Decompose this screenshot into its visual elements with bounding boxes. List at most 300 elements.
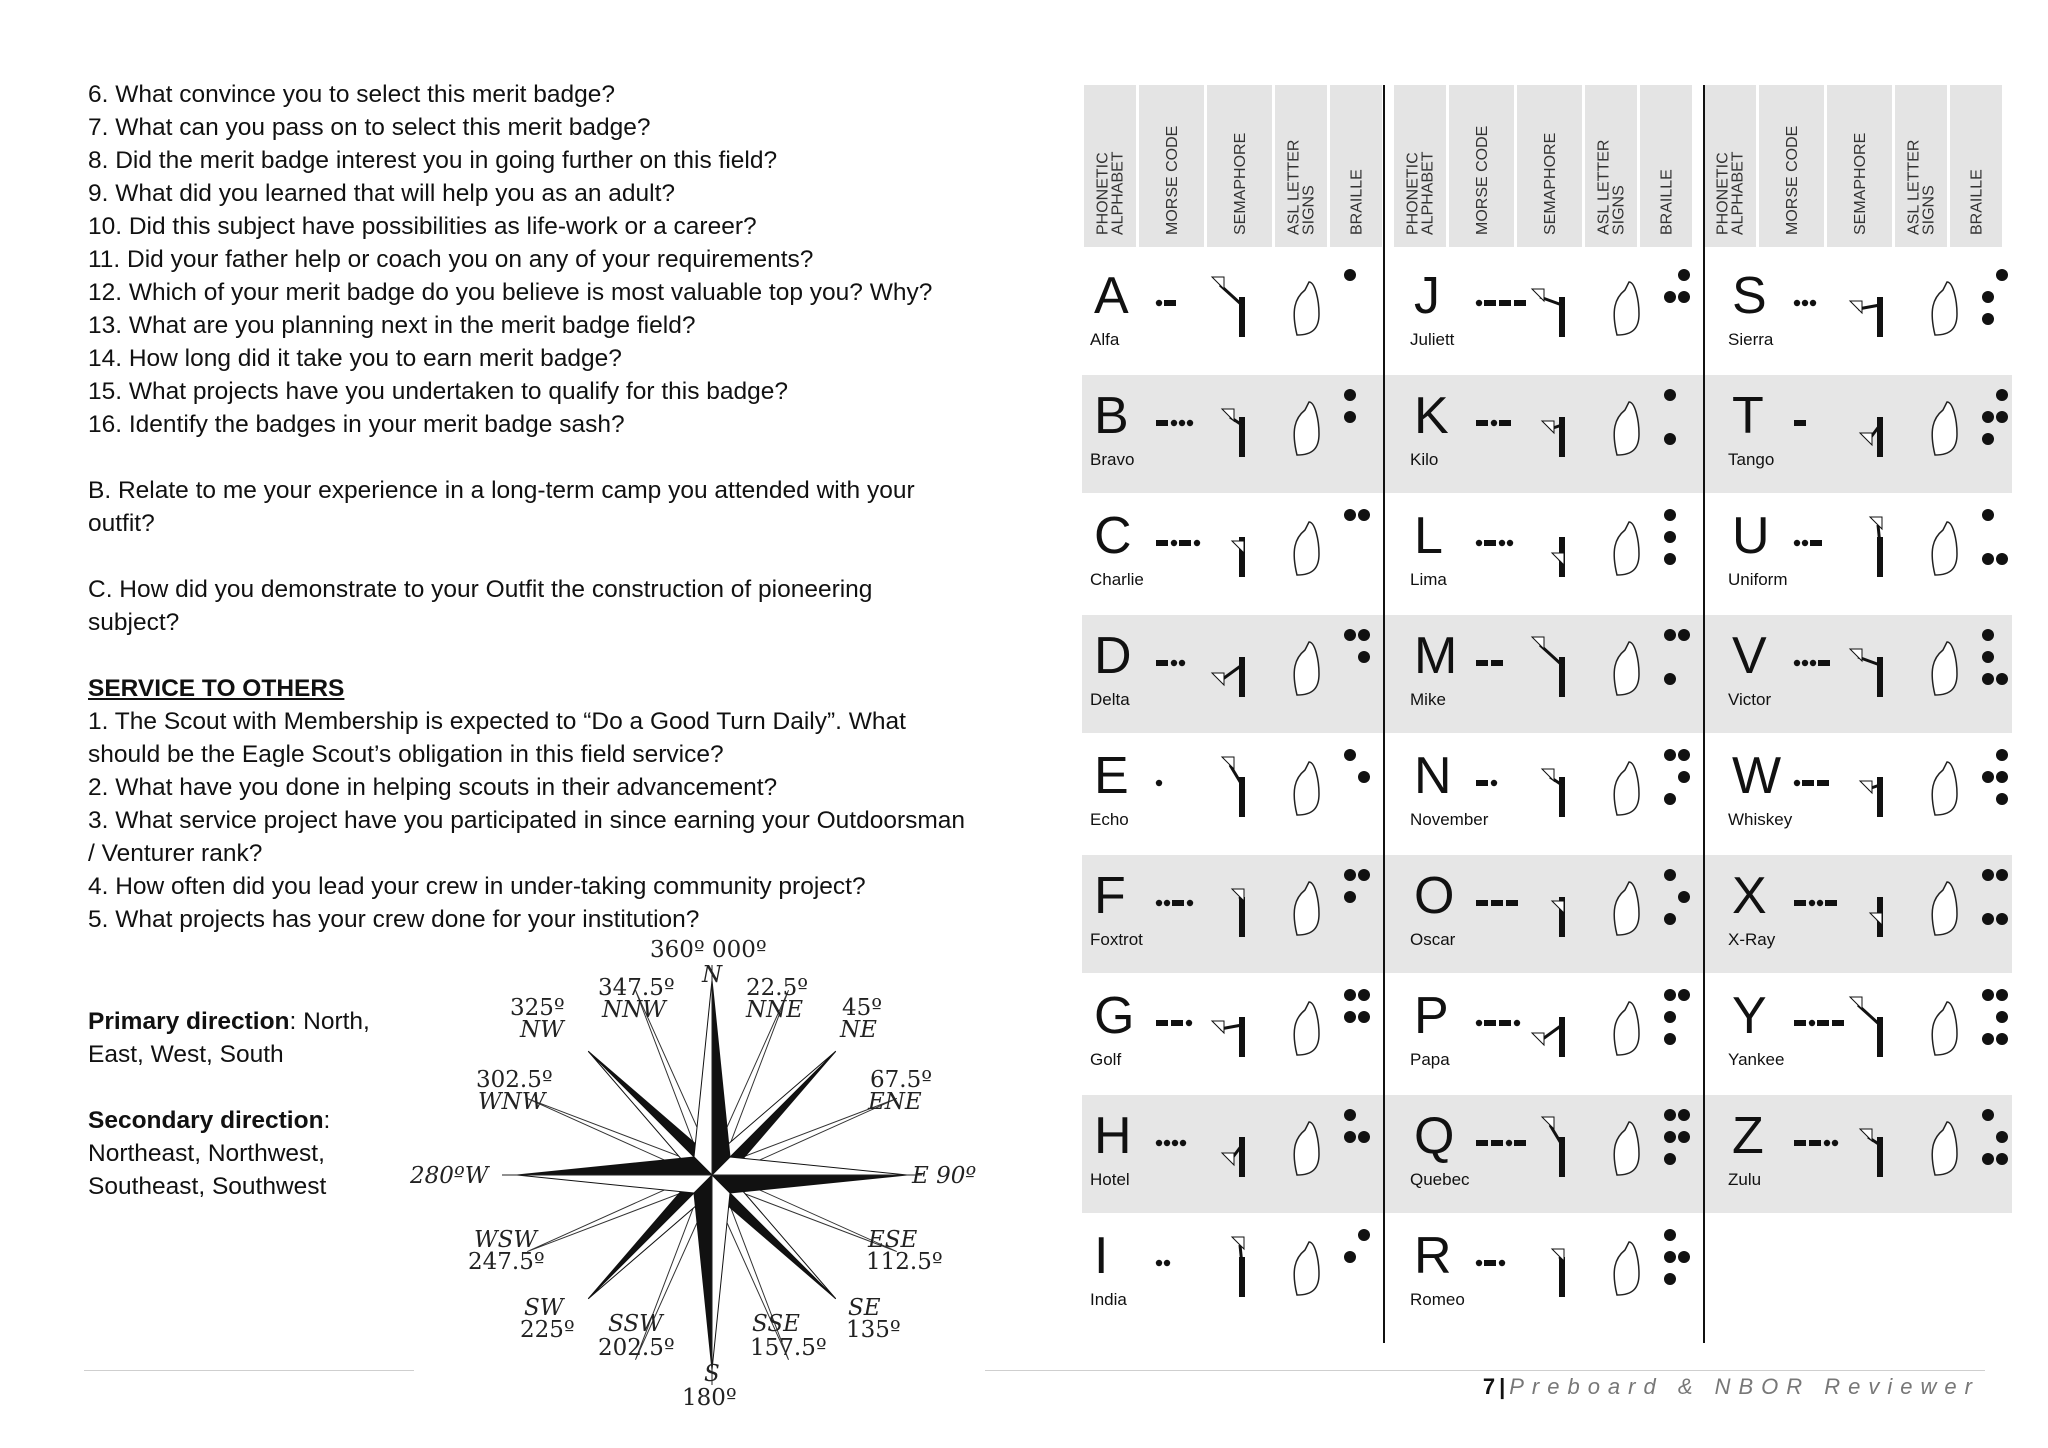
morse-dash — [1156, 1020, 1168, 1026]
phonetic-word: Charlie — [1090, 570, 1144, 589]
compass-ene-label: ENE — [868, 1089, 922, 1115]
phonetic-word: Hotel — [1090, 1170, 1130, 1189]
service-line-1: 1. The Scout with Membership is expected to “Do a Good Turn Daily”. What — [88, 708, 906, 735]
braille-dot — [1996, 411, 2008, 423]
braille-dot — [1982, 291, 1994, 303]
morse-dash — [1172, 900, 1184, 906]
morse-dot — [1187, 900, 1193, 906]
braille-dot — [1982, 1153, 1994, 1165]
morse-dash — [1156, 540, 1168, 546]
asl-hand-icon — [1932, 522, 1957, 575]
secondary-direction-l1: : — [323, 1107, 331, 1134]
header-label: ASL LETTER — [1285, 139, 1303, 235]
morse-dot — [1802, 660, 1808, 666]
morse-dash — [1514, 1140, 1526, 1146]
braille-dot — [1344, 389, 1356, 401]
braille-dot — [1982, 651, 1994, 663]
header-label: ASL LETTER — [1905, 139, 1923, 235]
semaphore-arm — [1230, 765, 1242, 785]
braille-dot — [1664, 1251, 1676, 1263]
morse-dash — [1817, 780, 1829, 786]
morse-dot — [1164, 900, 1170, 906]
morse-dot — [1164, 1140, 1170, 1146]
semaphore-figure — [1877, 297, 1883, 337]
semaphore-flag — [1212, 1021, 1224, 1033]
phonetic-letter: T — [1732, 387, 1764, 445]
header-label: ASL LETTER — [1595, 139, 1613, 235]
braille-dot — [1996, 793, 2008, 805]
compass-nnw-label: NNW — [602, 997, 666, 1023]
morse-dash — [1794, 1020, 1806, 1026]
morse-dot — [1491, 780, 1497, 786]
morse-dash — [1476, 780, 1488, 786]
phonetic-word: Juliett — [1410, 330, 1455, 349]
question-9: 9. What did you learned that will help you as an adult? — [88, 180, 676, 207]
compass-top-degrees: 360º 000º — [650, 937, 767, 963]
morse-dash — [1156, 660, 1168, 666]
morse-dot — [1156, 300, 1162, 306]
phonetic-word: Whiskey — [1728, 810, 1793, 829]
compass-wnw-label: WNW — [478, 1089, 546, 1115]
semaphore-figure — [1877, 777, 1883, 817]
phonetic-letter: J — [1414, 267, 1440, 325]
service-line-6: 4. How often did you lead your crew in under-taking community project? — [88, 873, 866, 900]
compass-ne-degrees: 45º — [842, 995, 883, 1021]
morse-dot — [1794, 300, 1800, 306]
asl-hand-icon — [1294, 1242, 1319, 1295]
braille-dot — [1664, 629, 1676, 641]
braille-dot — [1996, 269, 2008, 281]
semaphore-flag — [1542, 769, 1554, 781]
phonetic-word: Bravo — [1090, 450, 1135, 469]
morse-dot — [1172, 1140, 1178, 1146]
braille-dot — [1358, 651, 1370, 663]
morse-dash — [1499, 300, 1511, 306]
header-label: PHONETIC — [1404, 152, 1422, 235]
braille-dot — [1982, 553, 1994, 565]
service-line-7: 5. What projects has your crew done for your institution? — [88, 906, 700, 933]
compass-ssw-label: SSW — [608, 1311, 663, 1337]
semaphore-figure — [1239, 1017, 1245, 1057]
morse-dash — [1832, 1020, 1844, 1026]
morse-dash — [1484, 540, 1496, 546]
braille-dot — [1678, 1131, 1690, 1143]
phonetic-letter: Z — [1732, 1107, 1764, 1165]
braille-dot — [1664, 1153, 1676, 1165]
header-label: SEMAPHORE — [1852, 132, 1869, 235]
braille-dot — [1982, 509, 1994, 521]
braille-dot — [1982, 989, 1994, 1001]
braille-dot — [1678, 891, 1690, 903]
braille-dot — [1996, 869, 2008, 881]
semaphore-flag — [1850, 997, 1862, 1009]
asl-hand-icon — [1294, 522, 1319, 575]
secondary-direction-l3: Southeast, Southwest — [88, 1173, 327, 1200]
compass-ne-label: NE — [840, 1017, 877, 1043]
morse-dot — [1802, 300, 1808, 306]
question-14: 14. How long did it take you to earn merit badge? — [88, 345, 622, 372]
question-16: 16. Identify the badges in your merit badge sash? — [88, 411, 625, 438]
semaphore-flag — [1232, 541, 1244, 553]
morse-dash — [1156, 420, 1168, 426]
phonetic-word: Echo — [1090, 810, 1129, 829]
primary-direction-l1: : North, — [289, 1008, 370, 1035]
asl-hand-icon — [1614, 1242, 1639, 1295]
asl-hand-icon — [1932, 1002, 1957, 1055]
semaphore-flag — [1532, 289, 1544, 301]
morse-dash — [1514, 300, 1526, 306]
braille-dot — [1678, 1109, 1690, 1121]
morse-dot — [1794, 660, 1800, 666]
phonetic-letter: K — [1414, 387, 1449, 445]
service-heading: SERVICE TO OTHERS — [88, 675, 345, 702]
asl-hand-icon — [1932, 282, 1957, 335]
braille-dot — [1664, 989, 1676, 1001]
braille-dot — [1982, 673, 1994, 685]
morse-dot — [1164, 1260, 1170, 1266]
header-label: PHONETIC — [1094, 152, 1112, 235]
footer-title: Preboard & NBOR Reviewer — [1509, 1374, 1980, 1399]
morse-dash — [1499, 1020, 1511, 1026]
braille-dot — [1358, 629, 1370, 641]
morse-dash — [1818, 660, 1830, 666]
phonetic-word: Foxtrot — [1090, 930, 1143, 949]
compass-se-label: SE — [848, 1295, 881, 1321]
morse-dash — [1794, 420, 1806, 426]
phonetic-letter: D — [1094, 627, 1132, 685]
braille-dot — [1358, 869, 1370, 881]
morse-dot — [1824, 1140, 1830, 1146]
morse-dot — [1156, 780, 1162, 786]
braille-dot — [1664, 793, 1676, 805]
morse-dot — [1179, 660, 1185, 666]
morse-dot — [1186, 1020, 1192, 1026]
compass-sse-label: SSE — [752, 1311, 800, 1337]
phonetic-letter: X — [1732, 867, 1767, 925]
phonetic-word: Victor — [1728, 690, 1772, 709]
braille-dot — [1996, 389, 2008, 401]
braille-dot — [1664, 673, 1676, 685]
semaphore-figure — [1239, 1137, 1245, 1177]
phonetic-letter: V — [1732, 627, 1767, 685]
morse-dot — [1810, 300, 1816, 306]
morse-dot — [1810, 660, 1816, 666]
braille-dot — [1678, 629, 1690, 641]
braille-dot — [1678, 749, 1690, 761]
asl-hand-icon — [1614, 522, 1639, 575]
semaphore-flag — [1232, 1237, 1244, 1249]
semaphore-flag — [1222, 757, 1234, 769]
phonetic-word: Delta — [1090, 690, 1130, 709]
braille-dot — [1996, 553, 2008, 565]
phonetic-letter: W — [1732, 747, 1782, 805]
header-label: BRAILLE — [1348, 169, 1366, 235]
morse-dash — [1476, 900, 1488, 906]
morse-dash — [1817, 1020, 1829, 1026]
compass-nw-label: NW — [520, 1017, 564, 1043]
braille-dot — [1678, 1251, 1690, 1263]
phonetic-letter: C — [1094, 507, 1132, 565]
phonetic-letter: Q — [1414, 1107, 1455, 1165]
page-footer — [1400, 1374, 1980, 1400]
morse-dash — [1164, 300, 1176, 306]
compass-south-label: S — [704, 1361, 720, 1387]
braille-dot — [1664, 553, 1676, 565]
braille-dot — [1358, 1011, 1370, 1023]
phonetic-word: Romeo — [1410, 1290, 1465, 1309]
section-c-line-2: subject? — [88, 609, 180, 636]
morse-dot — [1499, 1260, 1505, 1266]
phonetic-word: India — [1090, 1290, 1127, 1309]
question-12: 12. Which of your merit badge do you believe is most valuable top you? Why? — [88, 279, 933, 306]
braille-dot — [1982, 913, 1994, 925]
service-line-2: should be the Eagle Scout’s obligation in this field service? — [88, 741, 724, 768]
phonetic-letter: A — [1094, 267, 1129, 325]
semaphore-figure — [1877, 417, 1883, 457]
question-7: 7. What can you pass on to select this merit badge? — [88, 114, 651, 141]
phonetic-letter: S — [1732, 267, 1767, 325]
braille-dot — [1344, 749, 1356, 761]
phonetic-letter: P — [1414, 987, 1449, 1045]
braille-dot — [1358, 989, 1370, 1001]
compass-sse-degrees: 157.5º — [750, 1335, 827, 1361]
morse-dot — [1179, 420, 1185, 426]
braille-dot — [1678, 771, 1690, 783]
compass-se-degrees: 135º — [846, 1317, 901, 1343]
braille-dot — [1358, 1229, 1370, 1241]
secondary-direction-label: Secondary direction — [88, 1107, 324, 1134]
secondary-direction-l2: Northeast, Northwest, — [88, 1140, 325, 1167]
phonetic-word: Uniform — [1728, 570, 1788, 589]
phonetic-letter: Y — [1732, 987, 1767, 1045]
phonetic-word: Golf — [1090, 1050, 1122, 1069]
header-label: ALPHABET — [1109, 151, 1127, 235]
braille-dot — [1344, 891, 1356, 903]
compass-nne-label: NNE — [746, 997, 804, 1023]
braille-dot — [1344, 1251, 1356, 1263]
braille-dot — [1664, 433, 1676, 445]
question-list — [88, 78, 1018, 936]
semaphore-flag — [1870, 517, 1882, 529]
morse-dot — [1171, 420, 1177, 426]
header-label: SIGNS — [1610, 185, 1628, 235]
header-label: SEMAPHORE — [1542, 132, 1559, 235]
morse-dash — [1171, 1020, 1183, 1026]
morse-dot — [1491, 420, 1497, 426]
morse-dot — [1794, 780, 1800, 786]
morse-dot — [1187, 420, 1193, 426]
asl-hand-icon — [1294, 762, 1319, 815]
page-number: 7 — [1482, 1374, 1496, 1399]
braille-dot — [1982, 1109, 1994, 1121]
braille-dot — [1678, 291, 1690, 303]
compass-sw-degrees: 225º — [520, 1317, 575, 1343]
braille-dot — [1996, 1011, 2008, 1023]
braille-dot — [1982, 771, 1994, 783]
semaphore-figure — [1559, 417, 1565, 457]
header-label: SIGNS — [1920, 185, 1938, 235]
braille-dot — [1982, 411, 1994, 423]
morse-dash — [1179, 540, 1191, 546]
morse-dot — [1802, 540, 1808, 546]
primary-direction-l2: East, West, South — [88, 1041, 284, 1068]
semaphore-flag — [1860, 781, 1872, 793]
question-6: 6. What convince you to select this merit badge? — [88, 81, 616, 108]
braille-dot — [1982, 869, 1994, 881]
asl-hand-icon — [1614, 1002, 1639, 1055]
morse-dash — [1476, 420, 1488, 426]
phonetic-word: Papa — [1410, 1050, 1450, 1069]
question-8: 8. Did the merit badge interest you in going further on this field? — [88, 147, 778, 174]
section-b-line-1: B. Relate to me your experience in a long-term camp you attended with your — [88, 477, 915, 504]
morse-dot — [1514, 1020, 1520, 1026]
morse-dot — [1506, 1140, 1512, 1146]
compass-east-label: E 90º — [912, 1163, 977, 1189]
asl-hand-icon — [1614, 762, 1639, 815]
semaphore-flag — [1552, 1249, 1564, 1261]
header-label: BRAILLE — [1658, 169, 1676, 235]
phonetic-letter: L — [1414, 507, 1443, 565]
phonetic-word: Sierra — [1728, 330, 1774, 349]
compass-ssw-degrees: 202.5º — [598, 1335, 675, 1361]
semaphore-flag — [1212, 277, 1224, 289]
semaphore-figure — [1239, 657, 1245, 697]
header-label: ALPHABET — [1419, 151, 1437, 235]
braille-dot — [1664, 1131, 1676, 1143]
semaphore-figure — [1559, 1017, 1565, 1057]
header-label: BRAILLE — [1968, 169, 1986, 235]
braille-dot — [1996, 673, 2008, 685]
braille-dot — [1664, 1109, 1676, 1121]
morse-dot — [1476, 1260, 1482, 1266]
braille-dot — [1664, 291, 1676, 303]
header-label: MORSE CODE — [1164, 125, 1181, 235]
section-b-line-2: outfit? — [88, 510, 155, 537]
morse-dash — [1484, 1260, 1496, 1266]
phonetic-word: Yankee — [1728, 1050, 1785, 1069]
morse-dot — [1156, 1260, 1162, 1266]
signal-chart — [1082, 85, 2012, 1343]
braille-dot — [1996, 1131, 2008, 1143]
service-line-4: 3. What service project have you participated in since earning your Outdoorsman — [88, 807, 966, 834]
service-line-3: 2. What have you done in helping scouts in their advancement? — [88, 774, 778, 801]
phonetic-letter: R — [1414, 1227, 1452, 1285]
braille-dot — [1358, 1131, 1370, 1143]
morse-dot — [1156, 900, 1162, 906]
header-label: PHONETIC — [1714, 152, 1732, 235]
morse-dash — [1491, 660, 1503, 666]
compass-north-label: N — [702, 962, 723, 988]
compass-ese-degrees: 112.5º — [866, 1249, 943, 1275]
question-13: 13. What are you planning next in the merit badge field? — [88, 312, 696, 339]
braille-dot — [1664, 1011, 1676, 1023]
row-shade — [1082, 1095, 2012, 1213]
morse-dash — [1476, 660, 1488, 666]
asl-hand-icon — [1294, 1002, 1319, 1055]
braille-dot — [1982, 629, 1994, 641]
header-label: ALPHABET — [1729, 151, 1747, 235]
braille-dot — [1996, 749, 2008, 761]
compass-bottom-degrees: 180º — [682, 1385, 737, 1411]
phonetic-letter: M — [1414, 627, 1458, 685]
phonetic-letter: U — [1732, 507, 1770, 565]
phonetic-word: X-Ray — [1728, 930, 1776, 949]
semaphore-arm — [1240, 1245, 1242, 1265]
asl-hand-icon — [1614, 282, 1639, 335]
morse-dot — [1507, 540, 1513, 546]
compass-nne-degrees: 22.5º — [746, 975, 809, 1001]
phonetic-letter: O — [1414, 867, 1455, 925]
morse-dot — [1194, 540, 1200, 546]
morse-dot — [1171, 540, 1177, 546]
section-c-line-1: C. How did you demonstrate to your Outfit the construction of pioneering — [88, 576, 873, 603]
morse-dot — [1476, 300, 1482, 306]
braille-dot — [1344, 1109, 1356, 1121]
braille-dot — [1996, 771, 2008, 783]
compass-ene-degrees: 67.5º — [870, 1067, 933, 1093]
braille-dot — [1344, 269, 1356, 281]
direction-notes — [88, 1005, 388, 1203]
braille-dot — [1678, 989, 1690, 1001]
morse-dot — [1476, 540, 1482, 546]
morse-dot — [1809, 1020, 1815, 1026]
morse-dash — [1802, 780, 1814, 786]
semaphore-flag — [1532, 1033, 1544, 1045]
phonetic-word: Quebec — [1410, 1170, 1470, 1189]
braille-dot — [1664, 749, 1676, 761]
braille-dot — [1344, 989, 1356, 1001]
compass-ese-label: ESE — [868, 1227, 918, 1253]
semaphore-flag — [1552, 553, 1564, 565]
phonetic-word: Kilo — [1410, 450, 1439, 469]
braille-dot — [1358, 509, 1370, 521]
question-11: 11. Did your father help or coach you on any of your requirements? — [88, 246, 814, 273]
phonetic-letter: G — [1094, 987, 1135, 1045]
braille-dot — [1996, 989, 2008, 1001]
braille-dot — [1982, 433, 1994, 445]
morse-dash — [1794, 1140, 1806, 1146]
morse-dot — [1180, 1140, 1186, 1146]
header-label: SIGNS — [1300, 185, 1318, 235]
braille-dot — [1358, 771, 1370, 783]
header-label: MORSE CODE — [1784, 125, 1801, 235]
morse-dash — [1491, 900, 1503, 906]
asl-hand-icon — [1294, 282, 1319, 335]
morse-dot — [1171, 660, 1177, 666]
phonetic-letter: N — [1414, 747, 1452, 805]
primary-direction-label: Primary direction — [88, 1008, 290, 1035]
phonetic-word: Zulu — [1728, 1170, 1762, 1189]
footer-separator: | — [1499, 1374, 1506, 1399]
question-15: 15. What projects have you undertaken to qualify for this badge? — [88, 378, 789, 405]
morse-dash — [1499, 420, 1511, 426]
morse-dot — [1832, 1140, 1838, 1146]
morse-dash — [1506, 900, 1518, 906]
phonetic-word: Tango — [1728, 450, 1775, 469]
braille-dot — [1664, 389, 1676, 401]
morse-dot — [1499, 540, 1505, 546]
braille-dot — [1664, 531, 1676, 543]
braille-dot — [1678, 269, 1690, 281]
morse-dash — [1809, 1140, 1821, 1146]
morse-dash — [1810, 540, 1822, 546]
braille-dot — [1664, 913, 1676, 925]
compass-wsw-label: WSW — [474, 1227, 538, 1253]
braille-dot — [1664, 1273, 1676, 1285]
compass-wsw-degrees: 247.5º — [468, 1249, 545, 1275]
question-10: 10. Did this subject have possibilities as life-work or a career? — [88, 213, 757, 240]
compass-west-label: 280ºW — [410, 1163, 489, 1189]
